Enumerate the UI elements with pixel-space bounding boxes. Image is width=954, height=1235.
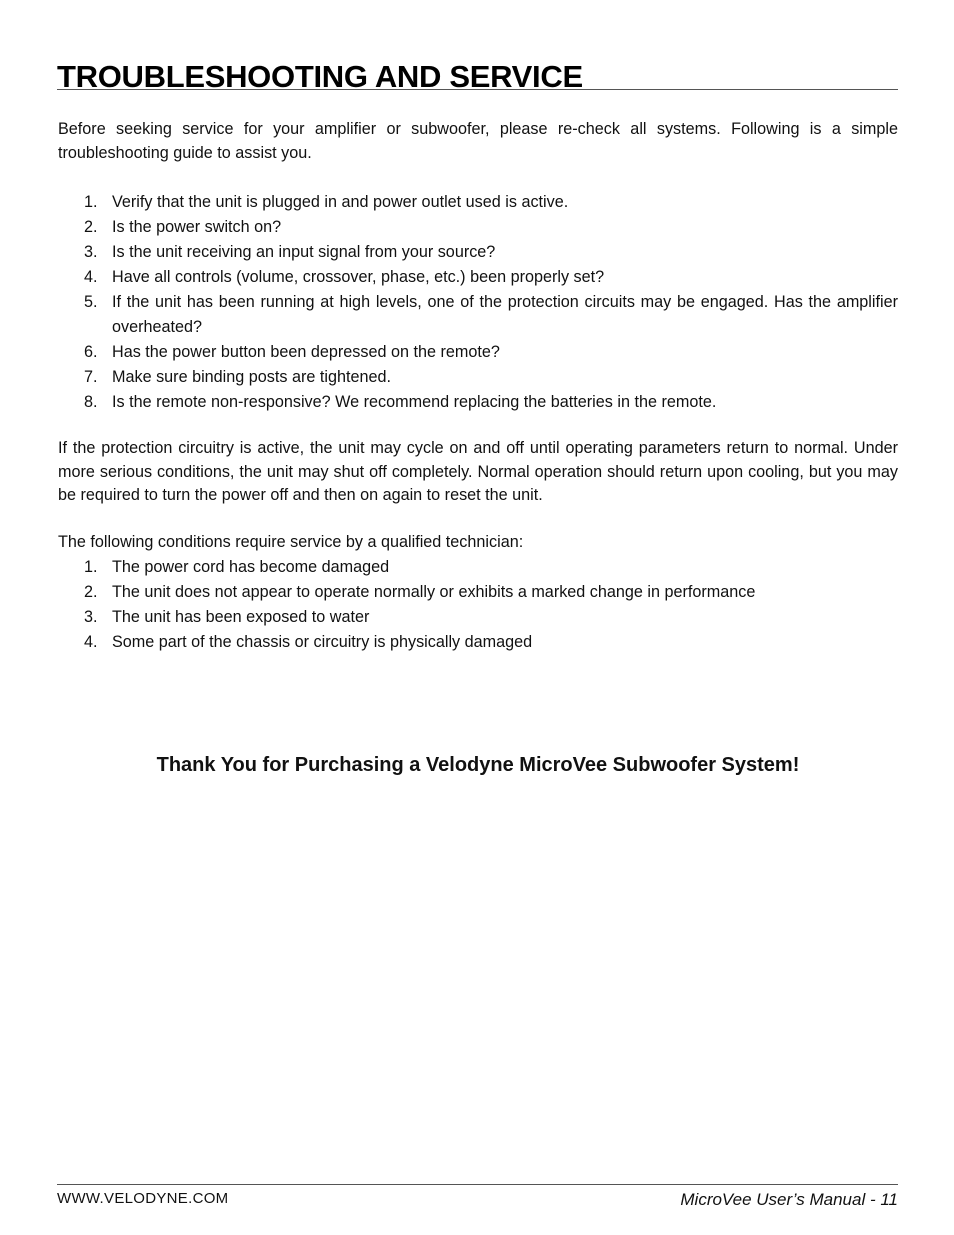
list-item [58,555,898,580]
list-text: If the unit has been running at high levels, one of the protection circuits may be engaged. Has the amplifier overheated? [112,293,898,336]
page-title: TROUBLESHOOTING AND SERVICE [57,59,583,94]
footer-website: WWW.VELODYNE.COM [57,1190,229,1207]
list-item [58,190,898,215]
list-text: Is the unit receiving an input signal from your source? [112,243,496,261]
list-number: 3. [84,608,98,626]
list-item [58,290,898,340]
list-number: 8. [84,393,98,411]
list-item [58,340,898,365]
service-intro: The following conditions require service by a qualified technician: [58,533,524,551]
list-text: The power cord has become damaged [112,558,390,576]
list-text: Is the remote non-responsive? We recommend replacing the batteries in the remote. [112,393,717,411]
list-number: 2. [84,583,98,601]
list-item [58,365,898,390]
thank-you-message: Thank You for Purchasing a Velodyne MicroVee Subwoofer System! [156,754,800,776]
list-text: Has the power button been depressed on the remote? [112,343,500,361]
footer-divider [57,1184,898,1185]
list-number: 4. [84,633,98,651]
list-item [58,390,898,415]
list-text: Is the power switch on? [112,218,282,236]
list-number: 3. [84,243,98,261]
list-item [58,630,898,655]
list-number: 5. [84,293,98,311]
list-text: Make sure binding posts are tightened. [112,368,391,386]
service-conditions-list [58,555,898,655]
list-number: 1. [84,558,98,576]
protection-paragraph: If the protection circuitry is active, the unit may cycle on and off until operating parameters return to normal. Under more serious conditions, the unit may shut off completely. Normal operation should return upon cooling, but you may be required to turn the power off and then on again to reset the unit. [58,439,898,504]
list-item [58,240,898,265]
list-number: 6. [84,343,98,361]
list-text: The unit does not appear to operate normally or exhibits a marked change in performance [112,583,756,601]
troubleshooting-checklist [58,190,898,415]
list-item [58,215,898,240]
list-item [58,265,898,290]
list-text: The unit has been exposed to water [112,608,370,626]
title-divider [57,89,898,90]
intro-paragraph: Before seeking service for your amplifier or subwoofer, please re-check all systems. Following is a simple troubleshooting guide to assist you. [58,120,898,162]
list-number: 2. [84,218,98,236]
list-text: Some part of the chassis or circuitry is physically damaged [112,633,533,651]
list-item [58,580,898,605]
list-text: Verify that the unit is plugged in and power outlet used is active. [112,193,569,211]
list-text: Have all controls (volume, crossover, phase, etc.) been properly set? [112,268,605,286]
list-item [58,605,898,630]
list-number: 4. [84,268,98,286]
list-number: 7. [84,368,98,386]
list-number: 1. [84,193,98,211]
footer-page-label: MicroVee User’s Manual - 11 [680,1190,898,1209]
